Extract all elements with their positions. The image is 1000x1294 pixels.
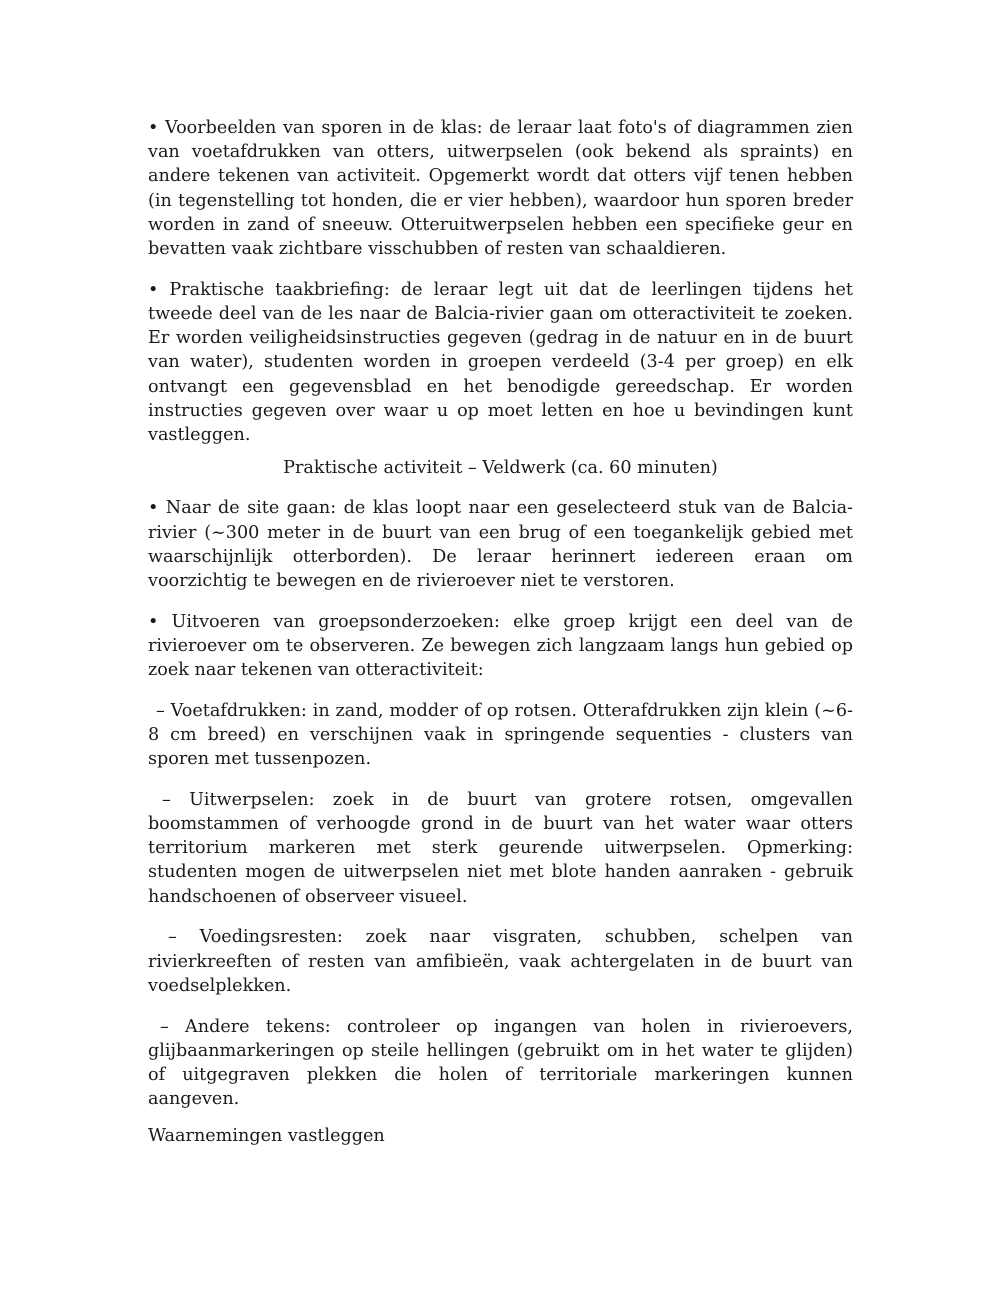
paragraph-task-briefing: • Praktische taakbriefing: de leraar legt uit dat de leerlingen tijdens het tweede deel van de les naar de Balcia-rivier gaan om otteractiviteit te zoeken. Er worden veiligheidsinstructies gegeven (gedrag in de natuur en in de buurt van water), studenten worden in groepen verdeeld (3-4 per groep) en elk ontvangt een gegevensblad en het benodigde gereedschap. Er worden instructies gegeven over waar u op moet letten en hoe u bevindingen kunt vastleggen. — [148, 279, 853, 445]
paragraph-recording-observations: Waarnemingen vastleggen — [148, 1125, 385, 1146]
section-heading-fieldwork: Praktische activiteit – Veldwerk (ca. 60 minuten) — [283, 457, 718, 478]
paragraph-going-to-site: • Naar de site gaan: de klas loopt naar een geselecteerd stuk van de Balcia-rivier (~300 meter in de buurt van een brug of een toegankelijk gebied met waarschijnlijk otterborden). De leraar herinnert iedereen eraan om voorzichtig te bewegen en de rivieroever niet te verstoren. — [148, 498, 853, 591]
document-page — [148, 116, 853, 1148]
paragraph-examples-tracks: • Voorbeelden van sporen in de klas: de leraar laat foto's of diagrammen zien van voetafdrukken van otters, uitwerpselen (ook bekend als spraints) en andere tekenen van activiteit. Opgemerkt wordt dat otters vijf tenen hebben (in tegenstelling tot honden, die er vier hebben), waardoor hun sporen breder worden in zand of sneeuw. Otteruitwerpselen hebben een specifieke geur en bevatten vaak zichtbare visschubben of resten van schaaldieren. — [148, 118, 853, 260]
paragraph-footprints: – Voetafdrukken: in zand, modder of op rotsen. Otterafdrukken zijn klein (~6-8 cm breed) en verschijnen vaak in springende sequenties - clusters van sporen met tussenpozen. — [148, 700, 853, 770]
paragraph-droppings: – Uitwerpselen: zoek in de buurt van grotere rotsen, omgevallen boomstammen of verhoogde grond in de buurt van het water waar otters territorium markeren met sterk geurende uitwerpselen. Opmerking: studenten mogen de uitwerpselen niet met blote handen aanraken - gebruik handschoenen of observeer visueel. — [148, 789, 853, 907]
paragraph-food-remains: – Voedingsresten: zoek naar visgraten, schubben, schelpen van rivierkreeften of resten van amfibieën, vaak achtergelaten in de buurt van voedselplekken. — [148, 927, 853, 996]
paragraph-group-investigations: • Uitvoeren van groepsonderzoeken: elke groep krijgt een deel van de rivieroever om te observeren. Ze bewegen zich langzaam langs hun gebied op zoek naar tekenen van otteractiviteit: — [148, 611, 853, 681]
paragraph-other-signs: – Andere tekens: controleer op ingangen van holen in rivieroevers, glijbaanmarkeringen op steile hellingen (gebruikt om in het water te glijden) of uitgegraven plekken die holen of territoriale markeringen kunnen aangeven. — [148, 1016, 853, 1110]
